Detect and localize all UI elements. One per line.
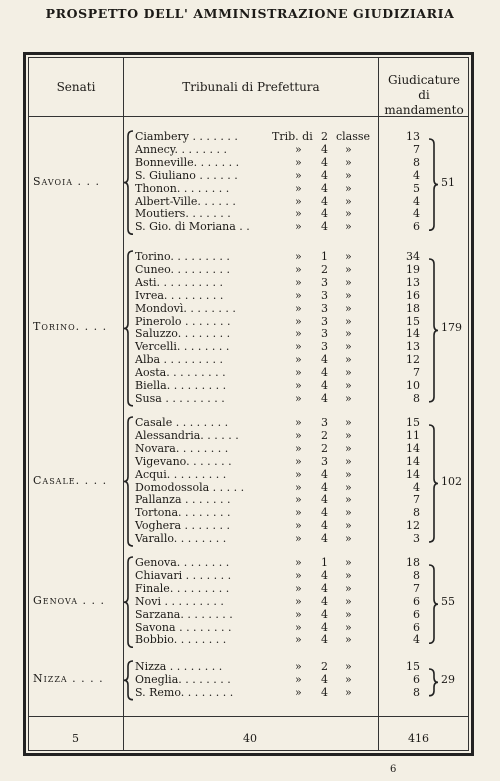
tribunal-prefix: » xyxy=(295,314,302,328)
tribunal-prefix: » xyxy=(295,532,302,546)
right-brace xyxy=(428,138,438,231)
class-label: » xyxy=(345,142,352,156)
senate-label: Genova . . . xyxy=(33,594,106,608)
tribunal-prefix: » xyxy=(295,633,302,647)
class-label: » xyxy=(345,480,352,494)
giudicature-count: 14 xyxy=(406,441,420,455)
right-brace xyxy=(428,564,438,644)
class-label: » xyxy=(345,633,352,647)
class-label: » xyxy=(345,288,352,302)
class-label: » xyxy=(345,379,352,392)
tribunal-name: S. Giuliano . . . . . . xyxy=(135,168,238,182)
giudicature-count: 7 xyxy=(413,581,420,595)
tribunal-prefix: » xyxy=(295,262,302,276)
tribunal-class-number: 2 xyxy=(321,262,328,276)
tribunal-class-number: 4 xyxy=(321,142,328,156)
class-label: » xyxy=(345,327,352,341)
tribunal-prefix: » xyxy=(295,181,302,195)
tribunal-prefix: Trib. di xyxy=(272,130,313,143)
tribunal-name: Bonneville. . . . . . . xyxy=(135,155,240,169)
tribunal-name: Novara. . . . . . . . xyxy=(135,441,229,455)
giudicature-count: 4 xyxy=(413,207,420,221)
tribunal-prefix: » xyxy=(295,441,302,455)
right-brace xyxy=(428,668,438,697)
tribunal-name: Domodossola . . . . . xyxy=(135,480,245,494)
tribunal-prefix: » xyxy=(295,288,302,302)
giudicature-count: 14 xyxy=(406,467,420,481)
giudicature-count: 13 xyxy=(406,340,420,354)
class-label: » xyxy=(345,168,352,182)
giudicature-count: 16 xyxy=(406,288,420,302)
class-label: » xyxy=(345,220,352,234)
tribunal-prefix: » xyxy=(295,506,302,520)
tribunal-prefix: » xyxy=(295,168,302,182)
class-label: » xyxy=(345,519,352,533)
column-divider xyxy=(378,57,379,751)
class-label: » xyxy=(345,262,352,276)
giudicature-count: 18 xyxy=(406,556,420,569)
left-brace xyxy=(124,660,134,701)
class-label: » xyxy=(345,207,352,221)
header-giudicature-1: Giudicature xyxy=(388,73,460,87)
giudicature-count: 4 xyxy=(413,168,420,182)
giudicature-count: 6 xyxy=(413,672,420,686)
giudicature-count: 6 xyxy=(413,594,420,608)
class-label: » xyxy=(345,607,352,621)
tribunal-class-number: 2 xyxy=(321,130,328,143)
header-giudicature-2: di mandamento xyxy=(384,88,464,117)
left-brace xyxy=(124,556,134,648)
tribunal-name: Oneglia. . . . . . . . xyxy=(135,672,231,686)
tribunal-prefix: » xyxy=(295,620,302,634)
tribunal-prefix: » xyxy=(295,672,302,686)
tribunal-class-number: 4 xyxy=(321,168,328,182)
tribunali-total: 40 xyxy=(243,732,257,745)
tribunal-prefix: » xyxy=(295,391,302,405)
tribunal-name: S. Gio. di Moriana . . xyxy=(135,220,250,234)
giudicature-count: 8 xyxy=(413,391,420,405)
tribunal-class-number: 3 xyxy=(321,288,328,302)
tribunal-name: Voghera . . . . . . . xyxy=(135,519,230,533)
tribunal-name: Genova. . . . . . . . xyxy=(135,556,230,569)
tribunal-class-number: 4 xyxy=(321,181,328,195)
senate-label: Torino. . . . xyxy=(33,320,108,334)
class-label: » xyxy=(345,493,352,507)
class-label: » xyxy=(345,620,352,634)
giudicature-count: 13 xyxy=(406,130,420,143)
right-brace xyxy=(428,424,438,543)
tribunal-class-number: 3 xyxy=(321,340,328,354)
giudicature-count: 14 xyxy=(406,327,420,341)
giudicature-count: 4 xyxy=(413,633,420,647)
class-label: » xyxy=(345,672,352,686)
header-senati: Senati xyxy=(56,80,96,94)
tribunal-prefix: » xyxy=(295,301,302,315)
tribunal-name: Bobbio. . . . . . . . xyxy=(135,633,227,647)
tribunal-prefix: » xyxy=(295,660,302,673)
tribunal-class-number: 4 xyxy=(321,519,328,533)
tribunal-name: Albert-Ville. . . . . . xyxy=(135,194,236,208)
tribunal-name: Ivrea. . . . . . . . . xyxy=(135,288,224,302)
tribunal-name: Thonon. . . . . . . . xyxy=(135,181,230,195)
giudicature-count: 3 xyxy=(413,532,420,546)
tribunal-name: Savona . . . . . . . . xyxy=(135,620,232,634)
class-label: » xyxy=(345,194,352,208)
tribunal-class-number: 4 xyxy=(321,194,328,208)
class-label: » xyxy=(345,506,352,520)
tribunal-name: Nizza . . . . . . . . xyxy=(135,660,223,673)
tribunal-name: Finale. . . . . . . . . xyxy=(135,581,230,595)
class-label: » xyxy=(345,568,352,582)
tribunal-prefix: » xyxy=(295,220,302,234)
giudicature-count: 6 xyxy=(413,220,420,234)
giudicature-count: 14 xyxy=(406,454,420,468)
class-label: » xyxy=(345,250,352,263)
tribunal-name: Moutiers. . . . . . . xyxy=(135,207,231,221)
tribunal-name: Sarzana. . . . . . . . xyxy=(135,607,233,621)
tribunal-class-number: 4 xyxy=(321,493,328,507)
tribunal-prefix: » xyxy=(295,194,302,208)
tribunal-class-number: 3 xyxy=(321,275,328,289)
tribunal-name: Alessandria. . . . . . xyxy=(135,428,239,442)
senati-total: 5 xyxy=(72,732,79,745)
tribunal-name: Alba . . . . . . . . . xyxy=(135,353,223,367)
tribunal-prefix: » xyxy=(295,493,302,507)
tribunal-prefix: » xyxy=(295,275,302,289)
tribunal-class-number: 3 xyxy=(321,454,328,468)
tribunal-prefix: » xyxy=(295,556,302,569)
tribunal-class-number: 4 xyxy=(321,220,328,234)
senate-label: Casale. . . . xyxy=(33,473,108,487)
tribunal-class-number: 4 xyxy=(321,506,328,520)
tribunal-class-number: 4 xyxy=(321,581,328,595)
group-total: 29 xyxy=(441,673,455,687)
tribunal-prefix: » xyxy=(295,594,302,608)
giudicature-count: 7 xyxy=(413,493,420,507)
tribunal-name: Cuneo. . . . . . . . . xyxy=(135,262,230,276)
tribunal-name: Mondovì. . . . . . . . xyxy=(135,301,236,315)
class-label: » xyxy=(345,391,352,405)
tribunal-prefix: » xyxy=(295,207,302,221)
giudicature-count: 15 xyxy=(406,314,420,328)
class-label: » xyxy=(345,454,352,468)
giudicature-count: 8 xyxy=(413,685,420,699)
class-label: » xyxy=(345,594,352,608)
giudicature-count: 4 xyxy=(413,194,420,208)
class-label: » xyxy=(345,366,352,380)
giudicature-count: 12 xyxy=(406,353,420,367)
tribunal-prefix: » xyxy=(295,366,302,380)
class-label: » xyxy=(345,340,352,354)
tribunal-name: Novi . . . . . . . . . xyxy=(135,594,224,608)
giudicature-count: 19 xyxy=(406,262,420,276)
tribunal-prefix: » xyxy=(295,155,302,169)
class-label: » xyxy=(345,467,352,481)
group-total: 55 xyxy=(441,595,455,609)
giudicature-count: 8 xyxy=(413,155,420,169)
giudicature-count: 7 xyxy=(413,366,420,380)
tribunal-class-number: 2 xyxy=(321,441,328,455)
left-brace xyxy=(124,250,134,407)
group-total: 102 xyxy=(441,474,462,488)
page-number: 6 xyxy=(390,764,397,775)
tribunal-prefix: » xyxy=(295,519,302,533)
tribunal-name: Tortona. . . . . . . . xyxy=(135,506,231,520)
class-label: » xyxy=(345,581,352,595)
tribunal-name: Vigevano. . . . . . . xyxy=(135,454,232,468)
tribunal-class-number: 4 xyxy=(321,532,328,546)
giudicature-count: 8 xyxy=(413,506,420,520)
giudicature-count: 8 xyxy=(413,568,420,582)
class-label: » xyxy=(345,428,352,442)
tribunal-class-number: 4 xyxy=(321,207,328,221)
tribunal-class-number: 3 xyxy=(321,314,328,328)
tribunal-name: Varallo. . . . . . . . xyxy=(135,532,227,546)
tribunal-class-number: 4 xyxy=(321,353,328,367)
tribunal-prefix: » xyxy=(295,685,302,699)
giudicature-count: 12 xyxy=(406,519,420,533)
giudicature-count: 11 xyxy=(406,428,420,442)
class-label: » xyxy=(345,314,352,328)
class-label: » xyxy=(345,301,352,315)
tribunal-class-number: 4 xyxy=(321,366,328,380)
tribunal-class-number: 4 xyxy=(321,155,328,169)
giudicature-count: 5 xyxy=(413,181,420,195)
group-total: 51 xyxy=(441,175,455,189)
giudicature-count: 10 xyxy=(406,379,420,392)
class-label: » xyxy=(345,181,352,195)
tribunal-class-number: 4 xyxy=(321,607,328,621)
giudicature-count: 15 xyxy=(406,660,420,673)
class-label: » xyxy=(345,275,352,289)
tribunal-name: Annecy. . . . . . . . xyxy=(135,142,227,156)
tribunal-prefix: » xyxy=(295,340,302,354)
tribunal-prefix: » xyxy=(295,142,302,156)
class-label: » xyxy=(345,353,352,367)
tribunal-name: Chiavari . . . . . . . xyxy=(135,568,232,582)
tribunal-name: Biella. . . . . . . . . xyxy=(135,379,227,392)
giudicature-count: 13 xyxy=(406,275,420,289)
tribunal-class-number: 4 xyxy=(321,480,328,494)
tribunal-class-number: 2 xyxy=(321,428,328,442)
tribunal-name: Asti. . . . . . . . . . xyxy=(135,275,223,289)
tribunal-name: Casale . . . . . . . . xyxy=(135,416,229,429)
tribunal-class-number: 3 xyxy=(321,327,328,341)
tribunal-class-number: 3 xyxy=(321,301,328,315)
tribunal-prefix: » xyxy=(295,327,302,341)
class-label: » xyxy=(345,155,352,169)
tribunal-class-number: 4 xyxy=(321,633,328,647)
tribunal-name: Torino. . . . . . . . . xyxy=(135,250,230,263)
tribunal-prefix: » xyxy=(295,568,302,582)
giudicature-count: 4 xyxy=(413,480,420,494)
tribunal-class-number: 4 xyxy=(321,568,328,582)
tribunal-class-number: 1 xyxy=(321,250,328,263)
giudicature-count: 7 xyxy=(413,142,420,156)
class-label: » xyxy=(345,685,352,699)
senate-label: Savoia . . . xyxy=(33,174,101,188)
tribunal-prefix: » xyxy=(295,454,302,468)
tribunal-name: Pallanza . . . . . . . xyxy=(135,493,231,507)
tribunal-name: Acqui. . . . . . . . . xyxy=(135,467,227,481)
tribunal-prefix: » xyxy=(295,480,302,494)
tribunal-name: Pinerolo . . . . . . . xyxy=(135,314,231,328)
tribunal-name: Vercelli. . . . . . . . xyxy=(135,340,230,354)
tribunal-class-number: 4 xyxy=(321,467,328,481)
class-label: » xyxy=(345,660,352,673)
class-label: » xyxy=(345,416,352,429)
tribunal-class-number: 4 xyxy=(321,379,328,392)
tribunal-prefix: » xyxy=(295,581,302,595)
page-title: PROSPETTO DELL' AMMINISTRAZIONE GIUDIZIARIA xyxy=(45,6,455,21)
giudicature-count: 6 xyxy=(413,620,420,634)
giudicature-count: 18 xyxy=(406,301,420,315)
tribunal-prefix: » xyxy=(295,353,302,367)
tribunal-class-number: 4 xyxy=(321,594,328,608)
giudicature-count: 6 xyxy=(413,607,420,621)
giudicature-count: 34 xyxy=(406,250,420,263)
tribunal-class-number: 1 xyxy=(321,556,328,569)
tribunal-class-number: 4 xyxy=(321,391,328,405)
tribunal-prefix: » xyxy=(295,428,302,442)
tribunal-name: S. Remo. . . . . . . . xyxy=(135,685,234,699)
class-label: classe xyxy=(336,130,371,143)
tribunal-name: Saluzzo. . . . . . . . xyxy=(135,327,231,341)
giudicature-count: 15 xyxy=(406,416,420,429)
tribunal-prefix: » xyxy=(295,607,302,621)
tribunal-class-number: 3 xyxy=(321,416,328,429)
class-label: » xyxy=(345,556,352,569)
right-brace xyxy=(428,258,438,403)
tribunal-name: Susa . . . . . . . . . xyxy=(135,391,225,405)
giudicature-total: 416 xyxy=(408,732,429,745)
left-brace xyxy=(124,130,134,235)
footer-divider xyxy=(28,716,469,717)
class-label: » xyxy=(345,441,352,455)
senate-label: Nizza . . . . xyxy=(33,672,104,686)
left-brace xyxy=(124,416,134,547)
tribunal-name: Aosta. . . . . . . . . xyxy=(135,366,226,380)
header-tribunali: Tribunali di Prefettura xyxy=(182,80,320,94)
class-label: » xyxy=(345,532,352,546)
tribunal-prefix: » xyxy=(295,416,302,429)
tribunal-class-number: 4 xyxy=(321,685,328,699)
tribunal-class-number: 4 xyxy=(321,672,328,686)
tribunal-prefix: » xyxy=(295,250,302,263)
tribunal-class-number: 2 xyxy=(321,660,328,673)
tribunal-prefix: » xyxy=(295,379,302,392)
tribunal-name: Ciambery . . . . . . . xyxy=(135,130,238,143)
tribunal-prefix: » xyxy=(295,467,302,481)
group-total: 179 xyxy=(441,321,462,335)
tribunal-class-number: 4 xyxy=(321,620,328,634)
